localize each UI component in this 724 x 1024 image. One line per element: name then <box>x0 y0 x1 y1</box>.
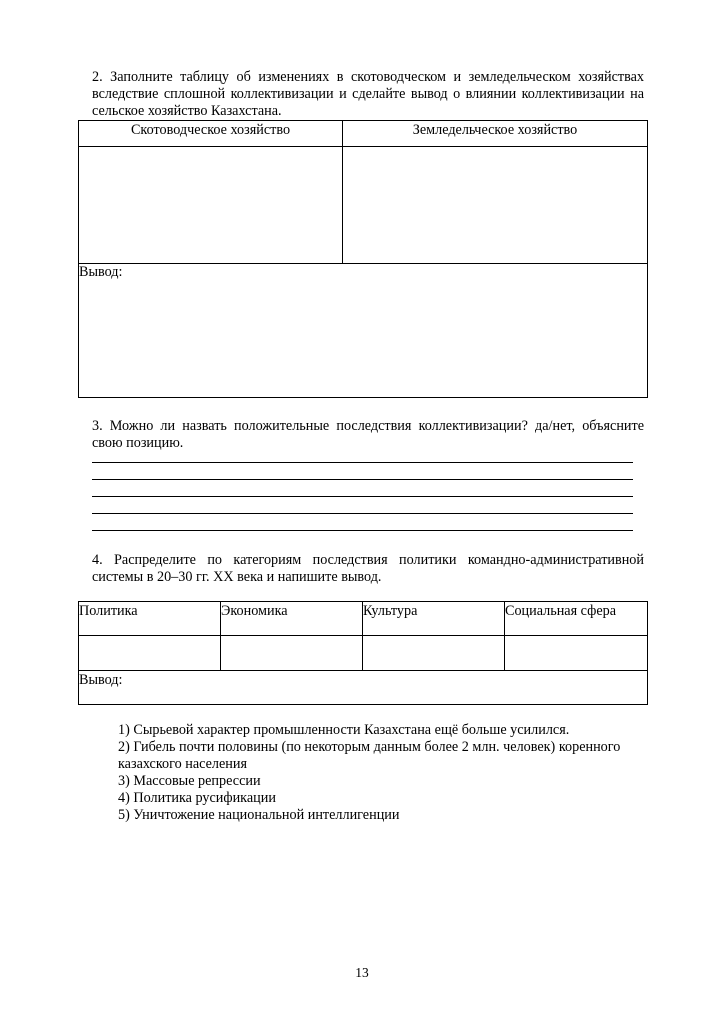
conclusion-cell[interactable] <box>79 671 648 705</box>
conclusion-label: Вывод: <box>79 672 123 688</box>
task-3-text: 3. Можно ли назвать положительные последствия коллективизации? да/нет, объясните свою позицию. <box>92 418 644 451</box>
answer-line[interactable] <box>92 530 633 531</box>
task-2-table <box>78 120 648 398</box>
answer-cell-culture[interactable] <box>363 636 505 671</box>
answer-cell-farming[interactable] <box>343 147 648 264</box>
consequences-list <box>118 722 648 824</box>
column-header-culture: Культура <box>363 602 505 636</box>
task-4-text: 4. Распределите по категориям последствия политики командно-административной системы в 20–30 гг. XX века и напишите вывод. <box>92 552 644 585</box>
answer-line[interactable] <box>92 496 633 497</box>
column-header-social: Социальная сфера <box>505 602 648 636</box>
page-number: 13 <box>355 965 369 980</box>
answer-cell-economy[interactable] <box>221 636 363 671</box>
task-2-text: 2. Заполните таблицу об изменениях в скотоводческом и земледельческом хозяйствах вследствие сплошной коллективизации и сделайте вывод о влиянии коллективизации на сельское хозяйство Казахстана. <box>92 69 644 119</box>
answer-line[interactable] <box>92 479 633 480</box>
task-4-table <box>78 601 648 705</box>
list-item: 4) Политика русификации <box>118 790 276 806</box>
list-item: 2) Гибель почти половины (по некоторым данным более 2 млн. человек) коренного казахского населения <box>118 739 621 772</box>
answer-line[interactable] <box>92 513 633 514</box>
list-item: 3) Массовые репрессии <box>118 773 261 789</box>
conclusion-cell[interactable] <box>79 264 648 398</box>
column-header-livestock: Скотоводческое хозяйство <box>79 121 343 147</box>
conclusion-label: Вывод: <box>79 264 123 280</box>
list-item: 1) Сырьевой характер промышленности Казахстана ещё больше усилился. <box>118 722 570 738</box>
answer-cell-social[interactable] <box>505 636 648 671</box>
list-item: 5) Уничтожение национальной интеллигенции <box>118 807 400 823</box>
answer-cell-politics[interactable] <box>79 636 221 671</box>
answer-line[interactable] <box>92 462 633 463</box>
column-header-economy: Экономика <box>221 602 363 636</box>
column-header-farming: Земледельческое хозяйство <box>343 121 648 147</box>
answer-cell-livestock[interactable] <box>79 147 343 264</box>
column-header-politics: Политика <box>79 602 221 636</box>
